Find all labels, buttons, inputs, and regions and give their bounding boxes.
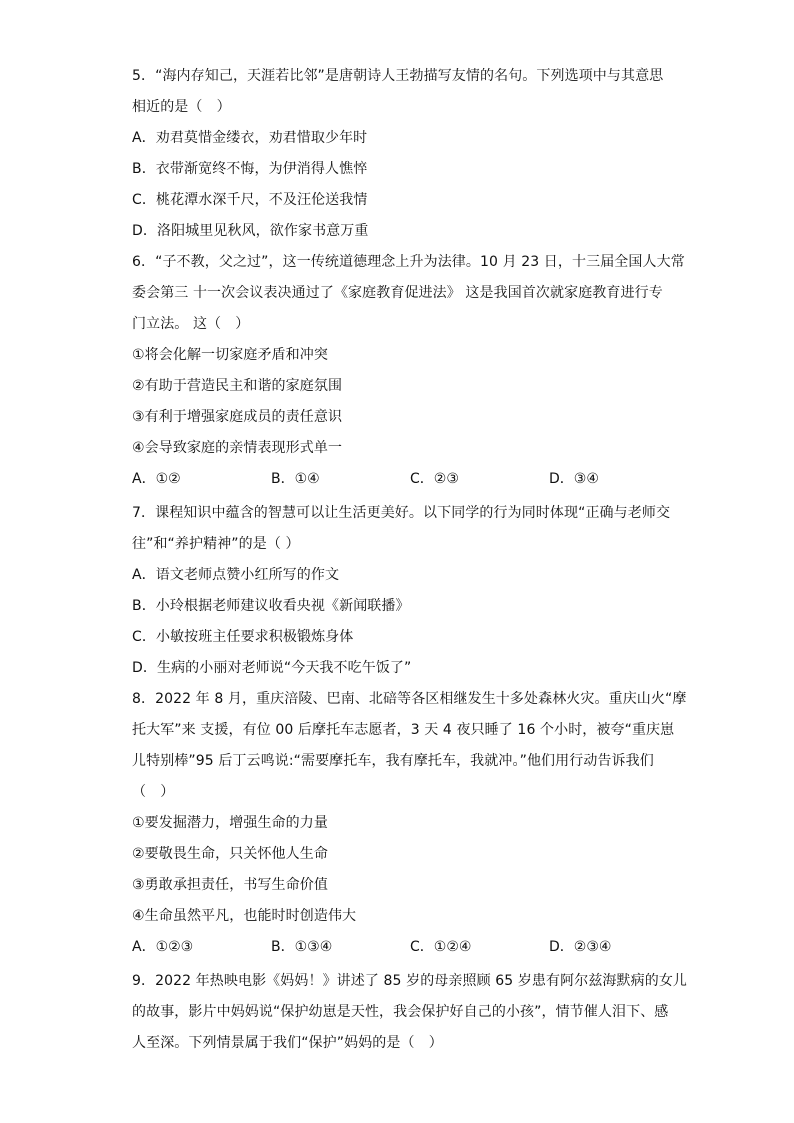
question-8-option-c: C．①②④ <box>410 939 472 955</box>
question-8-statement-2: ②要敬畏生命，只关怀他人生命 <box>132 846 328 862</box>
question-7-option-a: A．语文老师点赞小红所写的作文 <box>132 567 340 583</box>
question-8-stem-line-3: 儿特别棒”95 后丁云鸣说:“需要摩托车，我有摩托车，我就冲。”他们用行动告诉我们 <box>132 753 654 769</box>
question-6-option-a: A．①② <box>132 471 181 487</box>
question-8-option-d: D．②③④ <box>549 939 612 955</box>
question-6-statement-2: ②有助于营造民主和谐的家庭氛围 <box>132 378 343 394</box>
question-7-stem-line-2: 往”和“养护精神”的是（ ） <box>132 536 300 552</box>
question-5-stem-line-2: 相近的是（ ） <box>132 99 231 115</box>
question-9-stem-line-1: 9．2022 年热映电影《妈妈！》讲述了 85 岁的母亲照顾 65 岁患有阿尔兹海默病的女儿 <box>132 973 688 989</box>
question-6-statement-4: ④会导致家庭的亲情表现形式单一 <box>132 440 343 456</box>
question-6-option-c: C．②③ <box>410 471 459 487</box>
question-6-stem-line-3: 门立法。 这（ ） <box>132 316 250 332</box>
question-6-statement-3: ③有利于增强家庭成员的责任意识 <box>132 409 343 425</box>
question-8-option-a: A．①②③ <box>132 939 194 955</box>
question-7-option-b: B．小玲根据老师建议收看央视《新闻联播》 <box>132 598 410 614</box>
question-6-stem-line-2: 委会第三 十一次会议表决通过了《家庭教育促进法》 这是我国首次就家庭教育进行专 <box>132 285 663 301</box>
question-6-statement-1: ①将会化解一切家庭矛盾和冲突 <box>132 347 328 363</box>
question-5-option-c: C．桃花潭水深千尺，不及汪伦送我情 <box>132 192 368 208</box>
question-5-option-b: B．衣带渐宽终不悔，为伊消得人憔悴 <box>132 161 368 177</box>
question-7-stem-line-1: 7．课程知识中蕴含的智慧可以让生活更美好。以下同学的行为同时体现“正确与老师交 <box>132 505 671 521</box>
question-8-stem-line-4: （ ） <box>132 784 175 800</box>
question-5-option-d: D．洛阳城里见秋风，欲作家书意万重 <box>132 223 369 239</box>
question-7-option-c: C．小敏按班主任要求积极锻炼身体 <box>132 629 354 645</box>
question-8-statement-4: ④生命虽然平凡，也能时时创造伟大 <box>132 908 357 924</box>
question-9-stem-line-3: 人至深。下列情景属于我们“保护”妈妈的是（ ） <box>132 1035 443 1051</box>
question-5-option-a: A．劝君莫惜金缕衣，劝君惜取少年时 <box>132 130 368 146</box>
question-8-option-b: B．①③④ <box>271 939 333 955</box>
question-8-stem-line-1: 8．2022 年 8 月，重庆涪陵、巴南、北碚等各区相继发生十多处森林火灾。重庆山火“摩 <box>132 691 687 707</box>
question-6-stem-line-1: 6．“子不教，父之过”，这一传统道德理念上升为法律。10 月 23 日，十三届全国人大常 <box>132 254 685 270</box>
question-6-option-b: B．①④ <box>271 471 320 487</box>
question-6-option-d: D．③④ <box>549 471 599 487</box>
question-7-option-d: D．生病的小丽对老师说“今天我不吃午饭了” <box>132 660 412 676</box>
question-8-statement-1: ①要发掘潜力，增强生命的力量 <box>132 815 328 831</box>
question-5-stem-line-1: 5．“海内存知己，天涯若比邻”是唐朝诗人王勃描写友情的名句。下列选项中与其意思 <box>132 68 664 84</box>
question-8-statement-3: ③勇敢承担责任，书写生命价值 <box>132 877 328 893</box>
question-8-stem-line-2: 托大军”来 支援，有位 00 后摩托车志愿者，3 天 4 夜只睡了 16 个小时，被夸“重庆崽 <box>132 722 675 738</box>
question-9-stem-line-2: 的故事，影片中妈妈说“保护幼崽是天性，我会保护好自己的小孩”，情节催人泪下、感 <box>132 1004 669 1020</box>
